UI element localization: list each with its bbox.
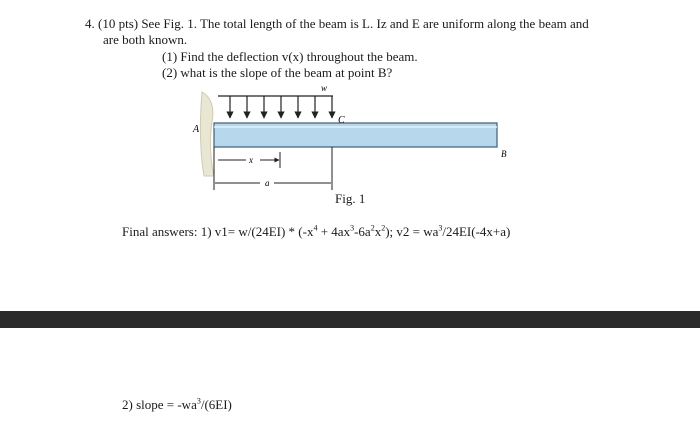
section-divider: [0, 311, 700, 328]
final-text-1: Final answers: 1) v1= w/(24EI) * (-x: [122, 224, 314, 239]
slope-text-1: 2) slope = -wa: [122, 397, 197, 412]
figure-caption: Fig. 1: [335, 191, 366, 206]
dim-x-label: x: [249, 155, 253, 165]
beam-figure: [190, 80, 530, 200]
wall-support: [200, 92, 214, 176]
point-c-label: C: [338, 115, 345, 126]
distributed-load: [218, 96, 333, 118]
final-answer-line: [122, 224, 510, 239]
question-part-1: (1) Find the deflection v(x) throughout the beam.: [162, 49, 418, 64]
slope-answer: [122, 397, 232, 412]
final-exp-4: 2: [381, 223, 386, 233]
slope-text-2: /(6EI): [200, 397, 232, 412]
point-a-label: A: [193, 124, 200, 135]
final-exp-5: 3: [438, 223, 443, 233]
final-text-2: + 4ax: [317, 224, 351, 239]
question-line-2: are both known.: [103, 32, 188, 47]
final-text-4: x: [374, 224, 382, 239]
dim-a-label: a: [265, 178, 270, 188]
slope-exp: 3: [196, 396, 201, 406]
final-text-6: /24EI(-4x+a): [442, 224, 511, 239]
final-text-5: ); v2 = wa: [385, 224, 439, 239]
question-line-1: 4. (10 pts) See Fig. 1. The total length of the beam is L. Iz and E are uniform along the beam and: [85, 16, 589, 31]
point-b-label: B: [501, 149, 507, 159]
final-exp-1: 4: [313, 223, 318, 233]
final-text-3: -6a: [354, 224, 371, 239]
load-label: w: [321, 83, 328, 93]
final-exp-2: 3: [350, 223, 355, 233]
final-exp-3: 2: [370, 223, 375, 233]
question-part-2: (2) what is the slope of the beam at point B?: [162, 65, 393, 80]
